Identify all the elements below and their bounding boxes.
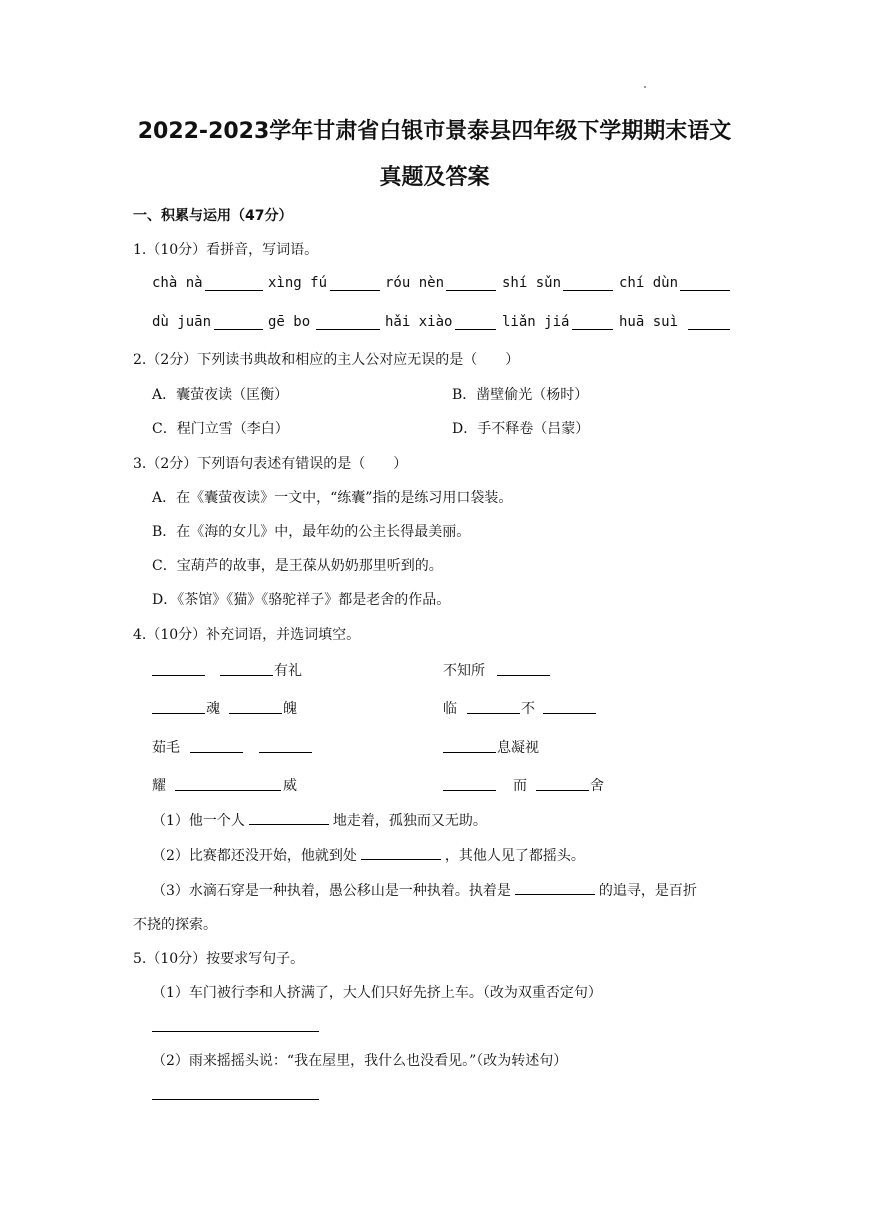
answer-blank[interactable] xyxy=(214,329,263,330)
answer-blank[interactable] xyxy=(361,845,441,860)
answer-blank[interactable] xyxy=(515,880,595,895)
pinyin-8: hǎi xiào xyxy=(385,314,453,330)
answer-blank[interactable] xyxy=(543,713,596,714)
idiom-part: 耀 xyxy=(152,778,166,794)
idiom-part: 不 xyxy=(521,701,535,717)
question-3-stem: 3.（2分）下列语句表述有错误的是（ ） xyxy=(133,456,408,472)
doc-title-line1: 2022-2023学年甘肃省白银市景泰县四年级下学期期末语文 xyxy=(137,119,732,144)
answer-blank[interactable] xyxy=(152,675,205,676)
fill-sentence-3-cont: 不挠的探索。 xyxy=(133,917,217,933)
question-4-stem: 4.（10分）补充词语，并选词填空。 xyxy=(133,627,361,643)
answer-blank[interactable] xyxy=(680,290,730,291)
q2-option-b[interactable]: B．凿壁偷光（杨时） xyxy=(452,387,589,403)
answer-blank[interactable] xyxy=(536,790,589,791)
idiom-part: 而 xyxy=(513,778,527,794)
answer-blank[interactable] xyxy=(175,790,281,791)
fill-sentence-1 xyxy=(152,810,487,830)
pinyin-2: xìng fú xyxy=(268,275,328,291)
rewrite-task-2: （2）雨来摇摇头说：“我在屋里，我什么也没看见。”（改为转述句） xyxy=(152,1053,568,1069)
answer-blank[interactable] xyxy=(330,290,380,291)
section-heading: 一、积累与运用（47分） xyxy=(133,208,293,224)
answer-blank[interactable] xyxy=(443,790,496,791)
answer-blank[interactable] xyxy=(497,675,550,676)
q2-option-a[interactable]: A．囊萤夜读（匡衡） xyxy=(152,387,289,403)
answer-blank[interactable] xyxy=(229,713,282,714)
idiom-prefix: 茹毛 xyxy=(152,740,180,756)
idiom-part: 临 xyxy=(443,701,457,717)
idiom-part: 舍 xyxy=(590,778,604,794)
idiom-suffix: 有礼 xyxy=(274,663,302,679)
answer-blank[interactable] xyxy=(220,675,273,676)
sentence-text: 地走着，孤独而又无助。 xyxy=(332,813,487,829)
idiom-part: 威 xyxy=(283,778,297,794)
pinyin-7: gē bo xyxy=(268,314,311,330)
pinyin-10: huā suì xyxy=(619,314,679,330)
rewrite-task-1: （1）车门被行李和人挤满了，大人们只好先挤上车。（改为双重否定句） xyxy=(152,985,602,1001)
doc-title-line2: 真题及答案 xyxy=(379,165,490,190)
pinyin-1: chà nà xyxy=(152,275,203,291)
sentence-text: ，其他人见了都摇头。 xyxy=(444,848,585,864)
sentence-text: （3）水滴石穿是一种执着，愚公移山是一种执着。执着是 xyxy=(152,883,511,899)
sentence-text: 的追寻，是百折 xyxy=(598,883,697,899)
answer-blank[interactable] xyxy=(152,713,205,714)
idiom-part: 魂 xyxy=(206,701,220,717)
q3-option-a[interactable]: A．在《囊萤夜读》一文中，“练囊”指的是练习用口袋装。 xyxy=(152,490,513,506)
answer-blank[interactable] xyxy=(316,329,380,330)
scan-dot xyxy=(644,86,646,88)
pinyin-9: liǎn jiá xyxy=(502,314,570,330)
idiom-suffix: 息凝视 xyxy=(497,740,539,756)
sentence-text: （1）他一个人 xyxy=(152,813,245,829)
q3-option-c[interactable]: C．宝葫芦的故事，是王葆从奶奶那里听到的。 xyxy=(152,558,443,574)
answer-blank[interactable] xyxy=(467,713,520,714)
q2-option-c[interactable]: C．程门立雪（李白） xyxy=(152,421,289,437)
pinyin-5: chí dùn xyxy=(619,275,679,291)
q2-option-d[interactable]: D．手不释卷（吕蒙） xyxy=(452,421,590,437)
q3-option-b[interactable]: B．在《海的女儿》中，最年幼的公主长得最美丽。 xyxy=(152,524,471,540)
answer-blank[interactable] xyxy=(190,752,243,753)
answer-blank[interactable] xyxy=(446,290,496,291)
sentence-text: （2）比赛都还没开始，他就到处 xyxy=(152,848,357,864)
idiom-prefix: 不知所 xyxy=(443,663,485,679)
pinyin-6: dù juān xyxy=(152,314,212,330)
answer-blank[interactable] xyxy=(572,329,613,330)
q3-option-d[interactable]: D．《茶馆》《猫》《骆驼祥子》都是老舍的作品。 xyxy=(152,592,451,608)
answer-blank[interactable] xyxy=(205,290,263,291)
answer-blank[interactable] xyxy=(249,810,329,825)
fill-sentence-2 xyxy=(152,845,585,865)
question-2-stem: 2.（2分）下列读书典故和相应的主人公对应无误的是（ ） xyxy=(133,352,520,368)
answer-blank[interactable] xyxy=(443,752,496,753)
answer-blank[interactable] xyxy=(563,290,613,291)
pinyin-3: róu nèn xyxy=(385,275,445,291)
answer-line[interactable] xyxy=(152,1031,319,1032)
answer-blank[interactable] xyxy=(259,752,312,753)
question-5-stem: 5.（10分）按要求写句子。 xyxy=(133,951,305,967)
answer-blank[interactable] xyxy=(688,329,730,330)
answer-line[interactable] xyxy=(152,1099,319,1100)
question-1-stem: 1.（10分）看拼音，写词语。 xyxy=(133,242,319,258)
fill-sentence-3 xyxy=(152,880,697,900)
answer-blank[interactable] xyxy=(455,329,496,330)
pinyin-4: shí sǔn xyxy=(502,275,562,291)
idiom-part: 魄 xyxy=(283,701,297,717)
